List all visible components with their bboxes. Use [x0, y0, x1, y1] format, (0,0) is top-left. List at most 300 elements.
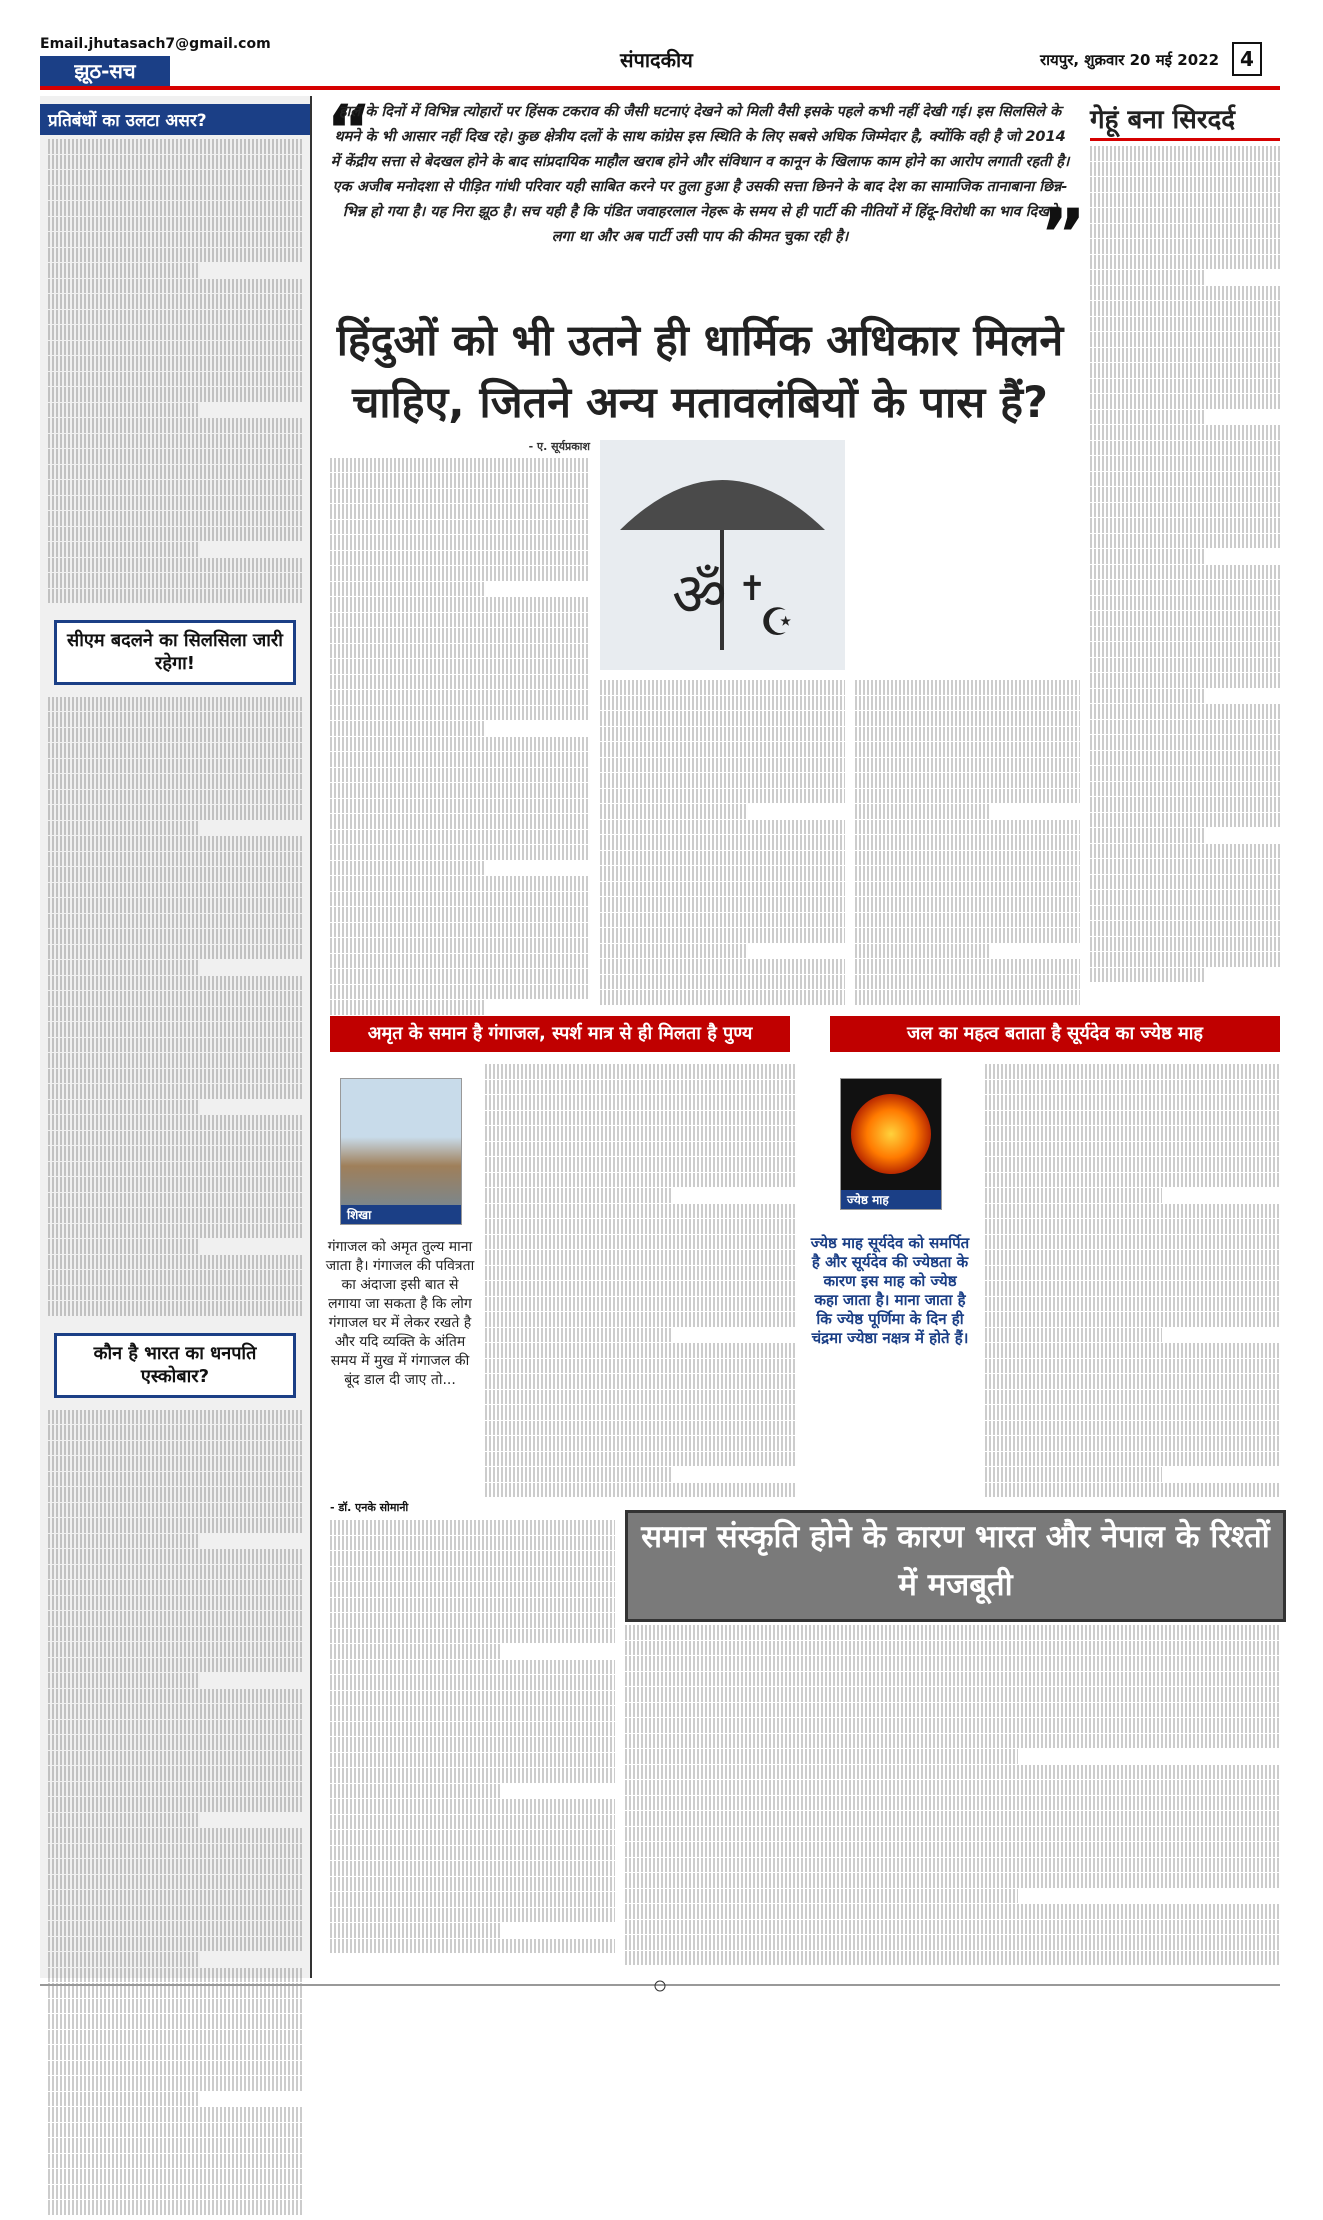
- text-line: [985, 1359, 1280, 1374]
- text-line: [600, 944, 747, 959]
- sidebar-headline-3: कौन है भारत का धनपति एस्कोबार?: [54, 1333, 296, 1398]
- text-line: [1090, 255, 1280, 270]
- text-line: [600, 804, 747, 819]
- text-line: [1090, 208, 1280, 223]
- text-line: [985, 1467, 1162, 1482]
- issue-date: रायपुर, शुक्रवार 20 मई 2022: [1040, 51, 1219, 69]
- text-line: [48, 387, 302, 402]
- main-article-text-1: [330, 458, 590, 1015]
- text-line: [48, 325, 302, 340]
- jyeshtha-story-title: जल का महत्व बताता है सूर्यदेव का ज्येष्ठ माह: [830, 1016, 1280, 1052]
- text-line: [330, 1768, 615, 1783]
- text-line: [1090, 611, 1280, 626]
- text-line: [330, 737, 590, 752]
- text-line: [1090, 673, 1280, 688]
- text-line: [625, 1656, 1280, 1671]
- text-line: [48, 1410, 302, 1425]
- text-line: [855, 866, 1080, 881]
- text-line: [1090, 363, 1280, 378]
- sidebar-article-3-text: [40, 1406, 310, 2220]
- jyeshtha-story-body: [985, 1064, 1280, 1497]
- text-line: [330, 1908, 615, 1923]
- text-line: [48, 883, 302, 898]
- text-line: [48, 1952, 200, 1967]
- text-line: [48, 1239, 200, 1254]
- text-line: [625, 1625, 1280, 1640]
- quote-close-icon: ”: [1040, 194, 1087, 276]
- text-line: [48, 1642, 302, 1657]
- text-line: [48, 867, 302, 882]
- text-line: [48, 1704, 302, 1719]
- text-line: [485, 1064, 795, 1079]
- text-line: [48, 496, 302, 511]
- text-line: [330, 582, 486, 597]
- text-line: [48, 155, 302, 170]
- text-line: [48, 945, 302, 960]
- text-line: [48, 1890, 302, 1905]
- text-line: [985, 1281, 1280, 1296]
- text-line: [330, 1861, 615, 1876]
- text-line: [855, 773, 1080, 788]
- nepal-story-text-1: [330, 1520, 615, 1953]
- main-article-author: - ए. सूर्यप्रकाश: [528, 440, 590, 453]
- text-line: [48, 1673, 200, 1688]
- editorial-quote: हाल के दिनों में विभिन्न त्योहारों पर हिंसक टकराव की जैसी घटनाएं देखने को मिली वैसी इसके पहले कभी नहीं देखी गई। इस सिलसिले के थमने के भी आसार नहीं दिख रहे। कुछ क्षेत्रीय दलों के साथ कांग्रेस इस स्थिति के लिए सबसे अधिक जिम्मेदार है, क्योंकि वही है जो 2014 में केंद्रीय सत्ता से बेदखल होने के बाद सांप्रदायिक माहौल खराब होने और संविधान व कानून के खिलाफ काम होने का आरोप लगाती रहती है। एक अजीब मनोदशा से पीड़ित गांधी परिवार यही साबित करने पर तुला हुआ है उसकी सत्ता छिनने के बाद देश का सामाजिक तानाबाना छिन्न-भिन्न हो गया है। यह निरा झूठ है। सच यही है कि पंडित जवाहरलाल नेहरू के समय से ही पार्टी की नीतियों में हिंदू-विरोधी का भाव दिखने लगा था और अब पार्टी उसी पाप की कीमत चुका रही है।: [330, 104, 1070, 245]
- text-line: [48, 1441, 302, 1456]
- text-line: [1090, 797, 1280, 812]
- text-line: [855, 835, 1080, 850]
- jyeshtha-story-text: [985, 1064, 1280, 1494]
- text-line: [330, 566, 590, 581]
- text-line: [330, 783, 590, 798]
- text-line: [600, 820, 845, 835]
- text-line: [985, 1157, 1280, 1172]
- nepal-story-col-1: [330, 1520, 615, 1970]
- text-line: [48, 2138, 302, 2153]
- text-line: [330, 1000, 486, 1015]
- text-line: [330, 1660, 615, 1675]
- text-line: [48, 542, 200, 557]
- text-line: [48, 2107, 302, 2122]
- text-line: [48, 1270, 302, 1285]
- text-line: [985, 1390, 1280, 1405]
- text-line: [1090, 875, 1280, 890]
- text-line: [48, 1208, 302, 1223]
- text-line: [600, 928, 845, 943]
- text-line: [48, 1162, 302, 1177]
- umbrella-illustration: [600, 440, 845, 670]
- page-number: 4: [1232, 42, 1262, 76]
- text-line: [1090, 503, 1280, 518]
- text-line: [48, 186, 302, 201]
- ganga-ghat-photo: [340, 1078, 462, 1225]
- text-line: [48, 449, 302, 464]
- text-line: [48, 991, 302, 1006]
- text-line: [330, 690, 590, 705]
- text-line: [485, 1359, 795, 1374]
- text-line: [48, 1999, 302, 2014]
- main-article-col-2: [600, 680, 845, 1010]
- text-line: [600, 758, 845, 773]
- text-line: [485, 1421, 795, 1436]
- ganga-story-title: अमृत के समान है गंगाजल, स्पर्श मात्र से ही मिलता है पुण्य: [330, 1016, 790, 1052]
- text-line: [48, 960, 200, 975]
- text-line: [48, 2123, 302, 2138]
- text-line: [985, 1297, 1280, 1312]
- text-line: [330, 1551, 615, 1566]
- text-line: [985, 1142, 1280, 1157]
- text-line: [330, 1939, 615, 1954]
- sun-photo-caption: ज्येष्ठ माह: [841, 1190, 941, 1209]
- text-line: [1090, 441, 1280, 456]
- text-line: [1090, 704, 1280, 719]
- text-line: [855, 789, 1080, 804]
- right-column-divider: [1090, 138, 1280, 141]
- text-line: [48, 139, 302, 154]
- text-line: [330, 659, 590, 674]
- text-line: [48, 929, 302, 944]
- text-line: [48, 511, 302, 526]
- text-line: [985, 1095, 1280, 1110]
- text-line: [1090, 689, 1204, 704]
- text-line: [330, 613, 590, 628]
- text-line: [330, 938, 590, 953]
- text-line: [48, 263, 200, 278]
- text-line: [485, 1080, 795, 1095]
- text-line: [600, 742, 845, 757]
- text-line: [48, 1255, 302, 1270]
- text-line: [1090, 968, 1204, 983]
- sidebar-headline-1: प्रतिबंधों का उलटा असर?: [40, 104, 310, 135]
- text-line: [855, 804, 990, 819]
- text-line: [625, 1734, 1280, 1749]
- text-line: [48, 1007, 302, 1022]
- text-line: [625, 1920, 1280, 1935]
- text-line: [855, 959, 1080, 974]
- text-line: [600, 789, 845, 804]
- text-line: [48, 480, 302, 495]
- text-line: [48, 1875, 302, 1890]
- text-line: [985, 1266, 1280, 1281]
- text-line: [48, 2169, 302, 2184]
- header-email: Email.jhutasach7@gmail.com: [40, 36, 271, 52]
- text-line: [1090, 658, 1280, 673]
- text-line: [48, 1658, 302, 1673]
- text-line: [855, 758, 1080, 773]
- text-line: [330, 768, 590, 783]
- ganga-story-body: [485, 1064, 795, 1497]
- text-line: [48, 1859, 302, 1874]
- text-line: [1090, 425, 1280, 440]
- text-line: [48, 1735, 302, 1750]
- nepal-story-col-2: [625, 1625, 1280, 1970]
- text-line: [48, 1503, 302, 1518]
- text-line: [330, 1520, 615, 1535]
- text-line: [625, 1765, 1280, 1780]
- main-article-col-3: [855, 680, 1080, 1010]
- text-line: [48, 1828, 302, 1843]
- text-line: [48, 697, 302, 712]
- text-line: [48, 434, 302, 449]
- text-line: [48, 914, 302, 929]
- text-line: [48, 403, 200, 418]
- text-line: [330, 1892, 615, 1907]
- text-line: [330, 1722, 615, 1737]
- text-line: [1090, 735, 1280, 750]
- text-line: [330, 1691, 615, 1706]
- text-line: [485, 1405, 795, 1420]
- text-line: [625, 1687, 1280, 1702]
- text-line: [855, 975, 1080, 990]
- text-line: [485, 1312, 795, 1327]
- text-line: [1090, 952, 1280, 967]
- text-line: [485, 1173, 795, 1188]
- text-line: [48, 2014, 302, 2029]
- text-line: [330, 520, 590, 535]
- text-line: [600, 975, 845, 990]
- text-line: [485, 1390, 795, 1405]
- text-line: [1090, 177, 1280, 192]
- text-line: [985, 1219, 1280, 1234]
- text-line: [600, 882, 845, 897]
- text-line: [330, 923, 590, 938]
- main-headline: हिंदुओं को भी उतने ही धार्मिक अधिकार मिलने चाहिए, जितने अन्य मतावलंबियों के पास हैं?: [336, 316, 1064, 428]
- main-article-text-3: [855, 680, 1080, 1005]
- text-line: [330, 1877, 615, 1892]
- text-line: [985, 1173, 1280, 1188]
- text-line: [985, 1080, 1280, 1095]
- text-line: [330, 504, 590, 519]
- text-line: [48, 1487, 302, 1502]
- nepal-story-author: - डॉ. एनके सोमानी: [330, 1501, 409, 1514]
- text-line: [330, 1598, 615, 1613]
- text-line: [1090, 782, 1280, 797]
- text-line: [48, 1472, 302, 1487]
- text-line: [625, 1703, 1280, 1718]
- text-line: [48, 976, 302, 991]
- text-line: [1090, 487, 1280, 502]
- text-line: [330, 1737, 615, 1752]
- text-line: [1090, 921, 1280, 936]
- text-line: [330, 675, 590, 690]
- text-line: [1090, 301, 1280, 316]
- text-line: [48, 1146, 302, 1161]
- text-line: [48, 1115, 302, 1130]
- text-line: [48, 372, 302, 387]
- text-line: [1090, 596, 1280, 611]
- text-line: [48, 1518, 302, 1533]
- text-line: [330, 1706, 615, 1721]
- text-line: [48, 1069, 302, 1084]
- text-line: [330, 969, 590, 984]
- text-line: [330, 489, 590, 504]
- text-line: [1090, 890, 1280, 905]
- sun-illustration: [841, 1079, 941, 1189]
- text-line: [855, 944, 990, 959]
- text-line: [48, 294, 302, 309]
- main-article-col-1: [330, 440, 590, 1010]
- text-line: [485, 1219, 795, 1234]
- text-line: [48, 1921, 302, 1936]
- text-line: [330, 551, 590, 566]
- text-line: [625, 1780, 1280, 1795]
- text-line: [985, 1436, 1280, 1451]
- text-line: [1090, 332, 1280, 347]
- text-line: [330, 799, 590, 814]
- text-line: [600, 851, 845, 866]
- text-line: [48, 1611, 302, 1626]
- main-article-text-2: [600, 680, 845, 1005]
- text-line: [1090, 534, 1280, 549]
- text-line: [1090, 286, 1280, 301]
- print-registration-strip: [40, 1980, 1280, 1992]
- text-line: [1090, 642, 1280, 657]
- text-line: [330, 1644, 501, 1659]
- text-line: [985, 1421, 1280, 1436]
- text-line: [625, 1718, 1280, 1733]
- text-line: [48, 1751, 302, 1766]
- text-line: [48, 2185, 302, 2200]
- text-line: [330, 861, 486, 876]
- text-line: [855, 742, 1080, 757]
- text-line: [48, 1627, 302, 1642]
- text-line: [600, 897, 845, 912]
- text-line: [330, 706, 590, 721]
- text-line: [330, 535, 590, 550]
- text-line: [48, 805, 302, 820]
- text-line: [48, 1534, 200, 1549]
- text-line: [485, 1188, 671, 1203]
- text-line: [485, 1095, 795, 1110]
- text-line: [625, 1811, 1280, 1826]
- text-line: [1090, 239, 1280, 254]
- text-line: [1090, 394, 1280, 409]
- text-line: [485, 1142, 795, 1157]
- right-column-body: [1090, 146, 1280, 982]
- ganga-story-text: [485, 1064, 795, 1494]
- sidebar-article-1-text: [40, 135, 310, 608]
- text-line: [485, 1126, 795, 1141]
- text-line: [330, 985, 590, 1000]
- section-title: संपादकीय: [620, 48, 693, 72]
- text-line: [48, 1565, 302, 1580]
- text-line: [48, 728, 302, 743]
- text-line: [1090, 751, 1280, 766]
- text-line: [330, 1830, 615, 1845]
- text-line: [48, 898, 302, 913]
- text-line: [1090, 859, 1280, 874]
- text-line: [330, 1846, 615, 1861]
- ganga-pull-quote: गंगाजल को अमृत तुल्य माना जाता है। गंगाजल की पवित्रता का अंदाजा इसी बात से लगाया जा सकता है कि लोग गंगाजल घर में लेकर रखते है और यदि व्यक्ति के अंतिम समय में मुख में गंगाजल की बूंद डाल दी जाए तो...: [325, 1239, 475, 1388]
- text-line: [48, 821, 200, 836]
- text-line: [48, 2030, 302, 2045]
- text-line: [48, 2061, 302, 2076]
- text-line: [330, 1799, 615, 1814]
- text-line: [625, 1827, 1280, 1842]
- text-line: [985, 1126, 1280, 1141]
- text-line: [48, 527, 302, 542]
- text-line: [330, 473, 590, 488]
- text-line: [1090, 146, 1280, 161]
- text-line: [985, 1483, 1280, 1498]
- text-line: [48, 201, 302, 216]
- text-line: [48, 2092, 200, 2107]
- text-line: [48, 712, 302, 727]
- text-line: [600, 680, 845, 695]
- text-line: [330, 876, 590, 891]
- text-line: [485, 1111, 795, 1126]
- text-line: [330, 954, 590, 969]
- ganga-photo-caption: शिखा: [341, 1205, 461, 1224]
- right-column-text: [1090, 146, 1280, 956]
- text-line: [600, 773, 845, 788]
- text-line: [48, 1224, 302, 1239]
- quote-open-icon: “: [326, 90, 373, 172]
- text-line: [48, 2076, 302, 2091]
- text-line: [330, 721, 486, 736]
- text-line: [625, 1749, 1018, 1764]
- text-line: [48, 2045, 302, 2060]
- text-line: [48, 774, 302, 789]
- text-line: [1090, 162, 1280, 177]
- text-line: [48, 217, 302, 232]
- text-line: [855, 897, 1080, 912]
- svg-text:✝: ✝: [738, 569, 767, 609]
- text-line: [48, 759, 302, 774]
- text-line: [985, 1250, 1280, 1265]
- text-line: [48, 589, 302, 604]
- text-line: [985, 1188, 1162, 1203]
- text-line: [48, 356, 302, 371]
- text-line: [485, 1157, 795, 1172]
- text-line: [48, 232, 302, 247]
- text-line: [48, 1549, 302, 1564]
- text-line: [48, 248, 302, 263]
- text-line: [1090, 627, 1280, 642]
- text-line: [330, 1613, 615, 1628]
- text-line: [855, 882, 1080, 897]
- text-line: [985, 1312, 1280, 1327]
- text-line: [855, 928, 1080, 943]
- sidebar-headline-2: सीएम बदलने का सिलसिला जारी रहेगा!: [54, 620, 296, 685]
- text-line: [485, 1266, 795, 1281]
- text-line: [48, 1813, 200, 1828]
- text-line: [48, 341, 302, 356]
- text-line: [330, 1582, 615, 1597]
- text-line: [625, 1842, 1280, 1857]
- text-line: [48, 170, 302, 185]
- text-line: [330, 830, 590, 845]
- text-line: [485, 1452, 795, 1467]
- text-line: [48, 1844, 302, 1859]
- text-line: [625, 1935, 1280, 1950]
- text-line: [48, 1580, 302, 1595]
- text-line: [1090, 906, 1280, 921]
- text-line: [485, 1281, 795, 1296]
- text-line: [485, 1235, 795, 1250]
- text-line: [600, 835, 845, 850]
- text-line: [1090, 410, 1204, 425]
- text-line: [855, 680, 1080, 695]
- text-line: [48, 279, 302, 294]
- text-line: [1090, 518, 1280, 533]
- text-line: [855, 990, 1080, 1005]
- text-line: [1090, 379, 1280, 394]
- text-line: [600, 959, 845, 974]
- text-line: [485, 1374, 795, 1389]
- svg-text:☪: ☪: [760, 600, 795, 644]
- text-line: [985, 1343, 1280, 1358]
